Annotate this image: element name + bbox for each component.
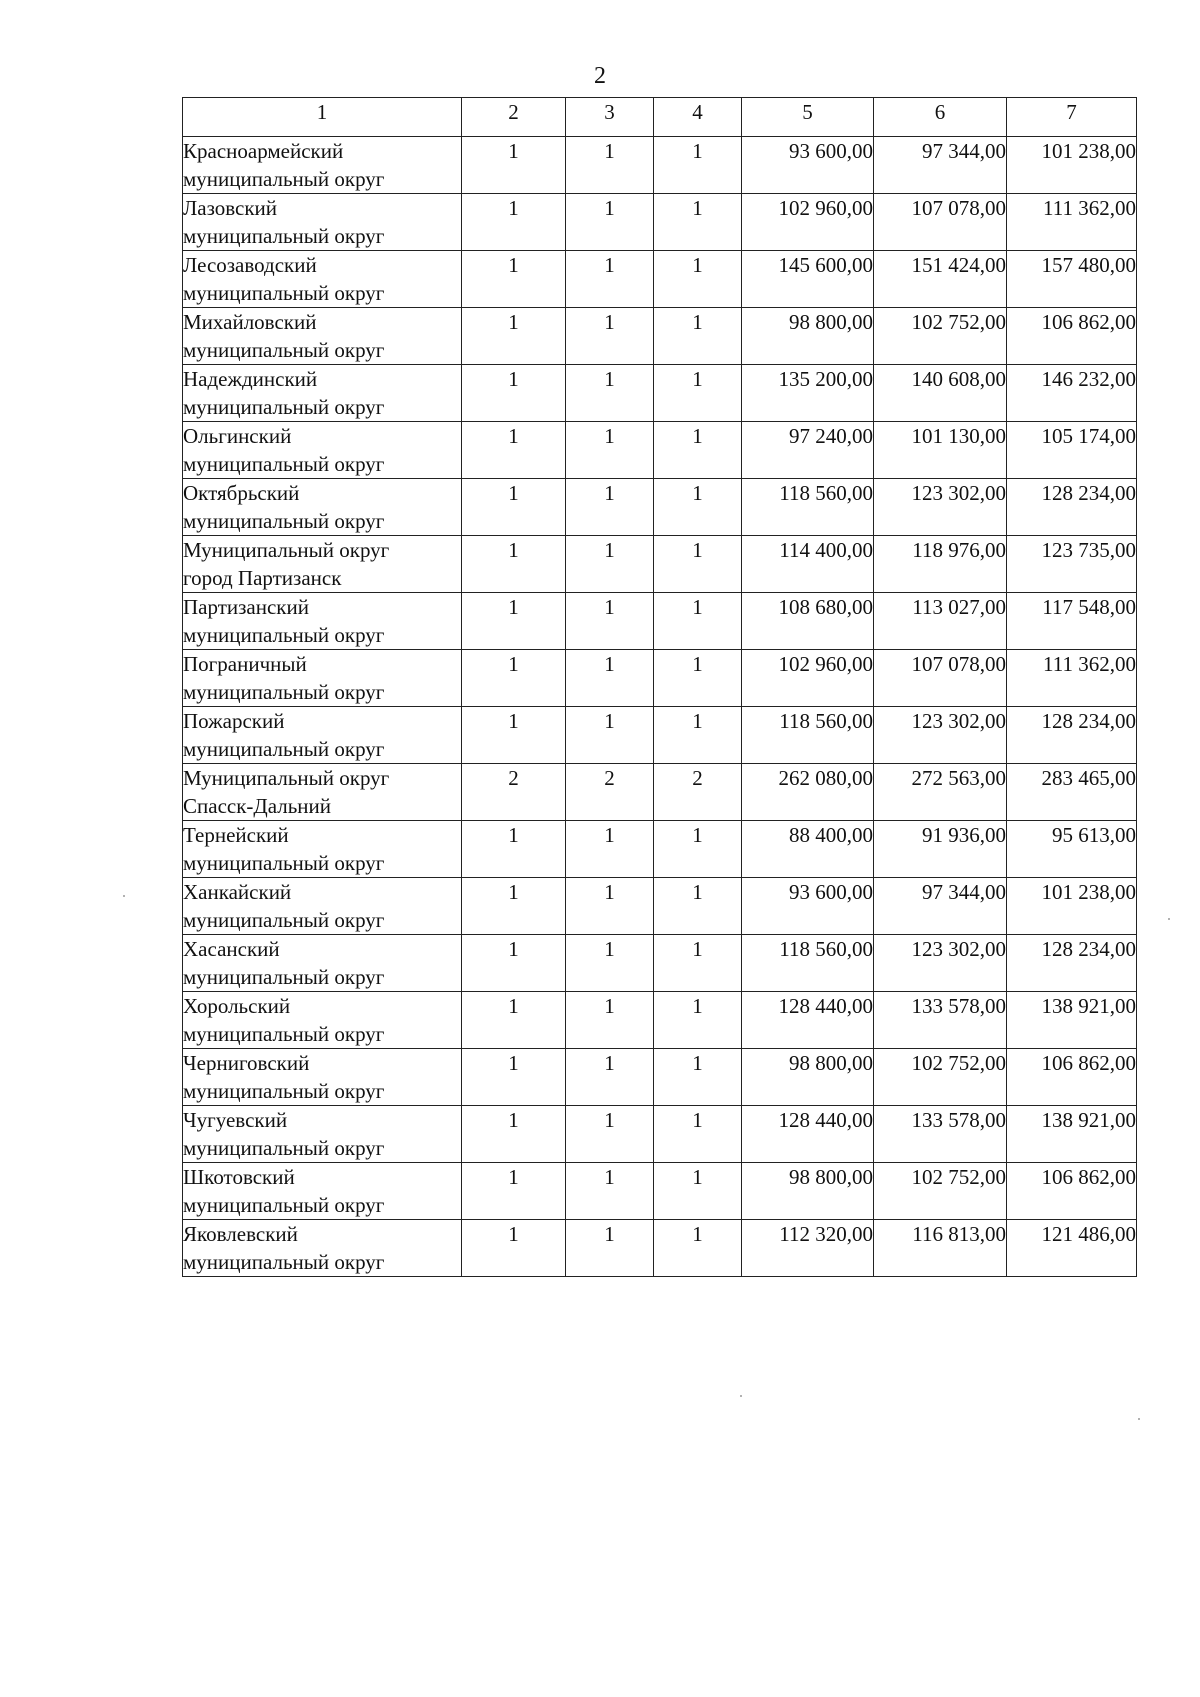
table-row — [183, 308, 1137, 365]
district-name-line: Октябрьский — [183, 481, 300, 505]
count-cell-c4: 1 — [654, 308, 742, 365]
district-name-line: Шкотовский — [183, 1165, 295, 1189]
table-row — [183, 821, 1137, 878]
count-cell-c3: 1 — [566, 194, 654, 251]
district-name-line: муниципальный округ — [183, 1022, 385, 1046]
column-header: 4 — [654, 98, 742, 137]
amount-cell-c6: 102 752,00 — [874, 1163, 1007, 1220]
amount-cell-c5: 112 320,00 — [742, 1220, 874, 1277]
district-name-line: Спасск-Дальний — [183, 794, 332, 818]
district-name-cell — [183, 194, 462, 251]
table-row — [183, 878, 1137, 935]
district-name-line: Пожарский — [183, 709, 285, 733]
column-header: 5 — [742, 98, 874, 137]
column-header: 7 — [1007, 98, 1137, 137]
amount-cell-c7: 157 480,00 — [1007, 251, 1137, 308]
district-name-line: муниципальный округ — [183, 737, 385, 761]
count-cell-c4: 1 — [654, 536, 742, 593]
amount-cell-c7: 106 862,00 — [1007, 1049, 1137, 1106]
amount-cell-c7: 117 548,00 — [1007, 593, 1137, 650]
count-cell-c3: 1 — [566, 992, 654, 1049]
count-cell-c4: 1 — [654, 365, 742, 422]
count-cell-c3: 1 — [566, 878, 654, 935]
district-name-line: Надеждинский — [183, 367, 318, 391]
count-cell-c2: 1 — [462, 251, 566, 308]
scan-speck — [123, 895, 125, 897]
amount-cell-c5: 145 600,00 — [742, 251, 874, 308]
district-name-cell — [183, 1049, 462, 1106]
count-cell-c3: 1 — [566, 137, 654, 194]
count-cell-c2: 1 — [462, 137, 566, 194]
district-name-line: Муниципальный округ — [183, 538, 390, 562]
amount-cell-c5: 98 800,00 — [742, 1049, 874, 1106]
count-cell-c4: 1 — [654, 821, 742, 878]
amount-cell-c7: 105 174,00 — [1007, 422, 1137, 479]
amount-cell-c7: 101 238,00 — [1007, 878, 1137, 935]
district-name-line: Чугуевский — [183, 1108, 288, 1132]
amount-cell-c5: 118 560,00 — [742, 479, 874, 536]
scan-speck — [1138, 1418, 1140, 1420]
count-cell-c4: 1 — [654, 194, 742, 251]
column-header: 1 — [183, 98, 462, 137]
amount-cell-c6: 118 976,00 — [874, 536, 1007, 593]
amount-cell-c7: 101 238,00 — [1007, 137, 1137, 194]
amount-cell-c6: 151 424,00 — [874, 251, 1007, 308]
table-row — [183, 1106, 1137, 1163]
count-cell-c3: 1 — [566, 650, 654, 707]
district-name-line: муниципальный округ — [183, 680, 385, 704]
table-row — [183, 194, 1137, 251]
count-cell-c3: 2 — [566, 764, 654, 821]
amount-cell-c6: 91 936,00 — [874, 821, 1007, 878]
district-name-line: Черниговский — [183, 1051, 310, 1075]
district-name-line: Лесозаводский — [183, 253, 317, 277]
district-name-line: Яковлевский — [183, 1222, 298, 1246]
table-row — [183, 935, 1137, 992]
count-cell-c4: 1 — [654, 251, 742, 308]
district-name-cell — [183, 764, 462, 821]
amount-cell-c5: 128 440,00 — [742, 992, 874, 1049]
amount-cell-c5: 128 440,00 — [742, 1106, 874, 1163]
district-name-line: Ольгинский — [183, 424, 292, 448]
count-cell-c2: 1 — [462, 1049, 566, 1106]
amount-cell-c6: 107 078,00 — [874, 194, 1007, 251]
count-cell-c2: 1 — [462, 422, 566, 479]
amount-cell-c6: 101 130,00 — [874, 422, 1007, 479]
amount-cell-c5: 98 800,00 — [742, 308, 874, 365]
amount-cell-c6: 113 027,00 — [874, 593, 1007, 650]
column-header: 2 — [462, 98, 566, 137]
count-cell-c2: 1 — [462, 707, 566, 764]
table-row — [183, 992, 1137, 1049]
amount-cell-c7: 146 232,00 — [1007, 365, 1137, 422]
data-table — [182, 97, 1137, 1277]
count-cell-c4: 1 — [654, 878, 742, 935]
count-cell-c3: 1 — [566, 251, 654, 308]
amount-cell-c7: 138 921,00 — [1007, 1106, 1137, 1163]
table-row — [183, 1049, 1137, 1106]
count-cell-c2: 1 — [462, 1163, 566, 1220]
district-name-line: город Партизанск — [183, 566, 342, 590]
district-name-cell — [183, 137, 462, 194]
district-name-line: муниципальный округ — [183, 965, 385, 989]
district-name-line: Красноармейский — [183, 139, 344, 163]
count-cell-c2: 1 — [462, 479, 566, 536]
district-name-cell — [183, 251, 462, 308]
count-cell-c2: 1 — [462, 650, 566, 707]
table-row — [183, 764, 1137, 821]
amount-cell-c7: 106 862,00 — [1007, 308, 1137, 365]
count-cell-c2: 1 — [462, 194, 566, 251]
amount-cell-c7: 283 465,00 — [1007, 764, 1137, 821]
count-cell-c3: 1 — [566, 821, 654, 878]
amount-cell-c7: 111 362,00 — [1007, 650, 1137, 707]
count-cell-c3: 1 — [566, 707, 654, 764]
district-name-line: муниципальный округ — [183, 281, 385, 305]
amount-cell-c5: 102 960,00 — [742, 650, 874, 707]
count-cell-c2: 1 — [462, 593, 566, 650]
amount-cell-c6: 107 078,00 — [874, 650, 1007, 707]
district-name-line: муниципальный округ — [183, 623, 385, 647]
district-name-line: муниципальный округ — [183, 851, 385, 875]
count-cell-c2: 1 — [462, 935, 566, 992]
count-cell-c4: 1 — [654, 650, 742, 707]
column-header: 3 — [566, 98, 654, 137]
table-body — [183, 137, 1137, 1277]
table-row — [183, 536, 1137, 593]
table-row — [183, 593, 1137, 650]
district-name-line: муниципальный округ — [183, 224, 385, 248]
count-cell-c4: 1 — [654, 707, 742, 764]
district-name-cell — [183, 1220, 462, 1277]
district-name-cell — [183, 821, 462, 878]
count-cell-c4: 1 — [654, 1106, 742, 1163]
district-name-line: Хасанский — [183, 937, 280, 961]
table-row — [183, 251, 1137, 308]
amount-cell-c7: 128 234,00 — [1007, 935, 1137, 992]
count-cell-c3: 1 — [566, 935, 654, 992]
count-cell-c2: 1 — [462, 992, 566, 1049]
district-name-line: Муниципальный округ — [183, 766, 390, 790]
amount-cell-c6: 123 302,00 — [874, 707, 1007, 764]
count-cell-c3: 1 — [566, 365, 654, 422]
amount-cell-c5: 262 080,00 — [742, 764, 874, 821]
district-name-line: Хорольский — [183, 994, 291, 1018]
column-header: 6 — [874, 98, 1007, 137]
count-cell-c4: 1 — [654, 1049, 742, 1106]
amount-cell-c7: 95 613,00 — [1007, 821, 1137, 878]
district-name-line: муниципальный округ — [183, 908, 385, 932]
district-name-cell — [183, 422, 462, 479]
district-name-line: Тернейский — [183, 823, 289, 847]
district-name-line: муниципальный округ — [183, 1193, 385, 1217]
district-name-cell — [183, 308, 462, 365]
district-name-line: муниципальный округ — [183, 395, 385, 419]
amount-cell-c6: 102 752,00 — [874, 308, 1007, 365]
count-cell-c3: 1 — [566, 422, 654, 479]
district-name-cell — [183, 365, 462, 422]
amount-cell-c6: 102 752,00 — [874, 1049, 1007, 1106]
count-cell-c4: 1 — [654, 1163, 742, 1220]
amount-cell-c7: 138 921,00 — [1007, 992, 1137, 1049]
district-name-line: Пограничный — [183, 652, 307, 676]
count-cell-c2: 2 — [462, 764, 566, 821]
district-name-line: Партизанский — [183, 595, 309, 619]
amount-cell-c6: 140 608,00 — [874, 365, 1007, 422]
amount-cell-c5: 114 400,00 — [742, 536, 874, 593]
district-name-cell — [183, 593, 462, 650]
amount-cell-c6: 116 813,00 — [874, 1220, 1007, 1277]
district-name-line: муниципальный округ — [183, 167, 385, 191]
count-cell-c2: 1 — [462, 1220, 566, 1277]
count-cell-c2: 1 — [462, 308, 566, 365]
scan-speck — [1168, 918, 1170, 920]
count-cell-c3: 1 — [566, 536, 654, 593]
amount-cell-c5: 118 560,00 — [742, 935, 874, 992]
district-name-cell — [183, 707, 462, 764]
count-cell-c4: 2 — [654, 764, 742, 821]
count-cell-c3: 1 — [566, 1106, 654, 1163]
amount-cell-c7: 128 234,00 — [1007, 479, 1137, 536]
amount-cell-c6: 272 563,00 — [874, 764, 1007, 821]
count-cell-c2: 1 — [462, 821, 566, 878]
table-row — [183, 707, 1137, 764]
district-name-line: муниципальный округ — [183, 1250, 385, 1274]
table-row — [183, 422, 1137, 479]
table-row — [183, 1220, 1137, 1277]
count-cell-c4: 1 — [654, 422, 742, 479]
count-cell-c3: 1 — [566, 593, 654, 650]
count-cell-c2: 1 — [462, 878, 566, 935]
count-cell-c4: 1 — [654, 593, 742, 650]
district-name-cell — [183, 479, 462, 536]
amount-cell-c5: 108 680,00 — [742, 593, 874, 650]
district-name-line: муниципальный округ — [183, 452, 385, 476]
district-name-line: муниципальный округ — [183, 338, 385, 362]
count-cell-c3: 1 — [566, 1049, 654, 1106]
count-cell-c4: 1 — [654, 1220, 742, 1277]
amount-cell-c6: 97 344,00 — [874, 137, 1007, 194]
district-name-line: муниципальный округ — [183, 1079, 385, 1103]
district-name-line: Лазовский — [183, 196, 278, 220]
district-name-cell — [183, 992, 462, 1049]
count-cell-c3: 1 — [566, 308, 654, 365]
count-cell-c3: 1 — [566, 1163, 654, 1220]
amount-cell-c5: 93 600,00 — [742, 137, 874, 194]
amount-cell-c5: 102 960,00 — [742, 194, 874, 251]
scan-speck — [740, 1395, 742, 1397]
table-row — [183, 650, 1137, 707]
district-name-cell — [183, 650, 462, 707]
amount-cell-c6: 123 302,00 — [874, 935, 1007, 992]
amount-cell-c7: 111 362,00 — [1007, 194, 1137, 251]
count-cell-c4: 1 — [654, 935, 742, 992]
count-cell-c4: 1 — [654, 479, 742, 536]
district-name-cell — [183, 935, 462, 992]
amount-cell-c5: 93 600,00 — [742, 878, 874, 935]
count-cell-c3: 1 — [566, 479, 654, 536]
district-name-cell — [183, 1106, 462, 1163]
amount-cell-c6: 123 302,00 — [874, 479, 1007, 536]
district-name-cell — [183, 1163, 462, 1220]
amount-cell-c5: 88 400,00 — [742, 821, 874, 878]
count-cell-c2: 1 — [462, 365, 566, 422]
amount-cell-c6: 133 578,00 — [874, 992, 1007, 1049]
district-name-line: муниципальный округ — [183, 509, 385, 533]
header-row — [183, 98, 1137, 137]
amount-cell-c5: 135 200,00 — [742, 365, 874, 422]
district-name-line: Михайловский — [183, 310, 317, 334]
amount-cell-c7: 106 862,00 — [1007, 1163, 1137, 1220]
count-cell-c3: 1 — [566, 1220, 654, 1277]
count-cell-c2: 1 — [462, 1106, 566, 1163]
count-cell-c4: 1 — [654, 992, 742, 1049]
count-cell-c2: 1 — [462, 536, 566, 593]
count-cell-c4: 1 — [654, 137, 742, 194]
table-header — [183, 98, 1137, 137]
district-name-cell — [183, 536, 462, 593]
amount-cell-c7: 128 234,00 — [1007, 707, 1137, 764]
table-row — [183, 365, 1137, 422]
district-name-line: Ханкайский — [183, 880, 292, 904]
amount-cell-c5: 118 560,00 — [742, 707, 874, 764]
table-row — [183, 479, 1137, 536]
amount-cell-c5: 97 240,00 — [742, 422, 874, 479]
district-name-cell — [183, 878, 462, 935]
table-row — [183, 1163, 1137, 1220]
amount-cell-c6: 97 344,00 — [874, 878, 1007, 935]
amount-cell-c5: 98 800,00 — [742, 1163, 874, 1220]
amount-cell-c6: 133 578,00 — [874, 1106, 1007, 1163]
table-row — [183, 137, 1137, 194]
amount-cell-c7: 121 486,00 — [1007, 1220, 1137, 1277]
page-number: 2 — [594, 63, 606, 89]
district-name-line: муниципальный округ — [183, 1136, 385, 1160]
amount-cell-c7: 123 735,00 — [1007, 536, 1137, 593]
